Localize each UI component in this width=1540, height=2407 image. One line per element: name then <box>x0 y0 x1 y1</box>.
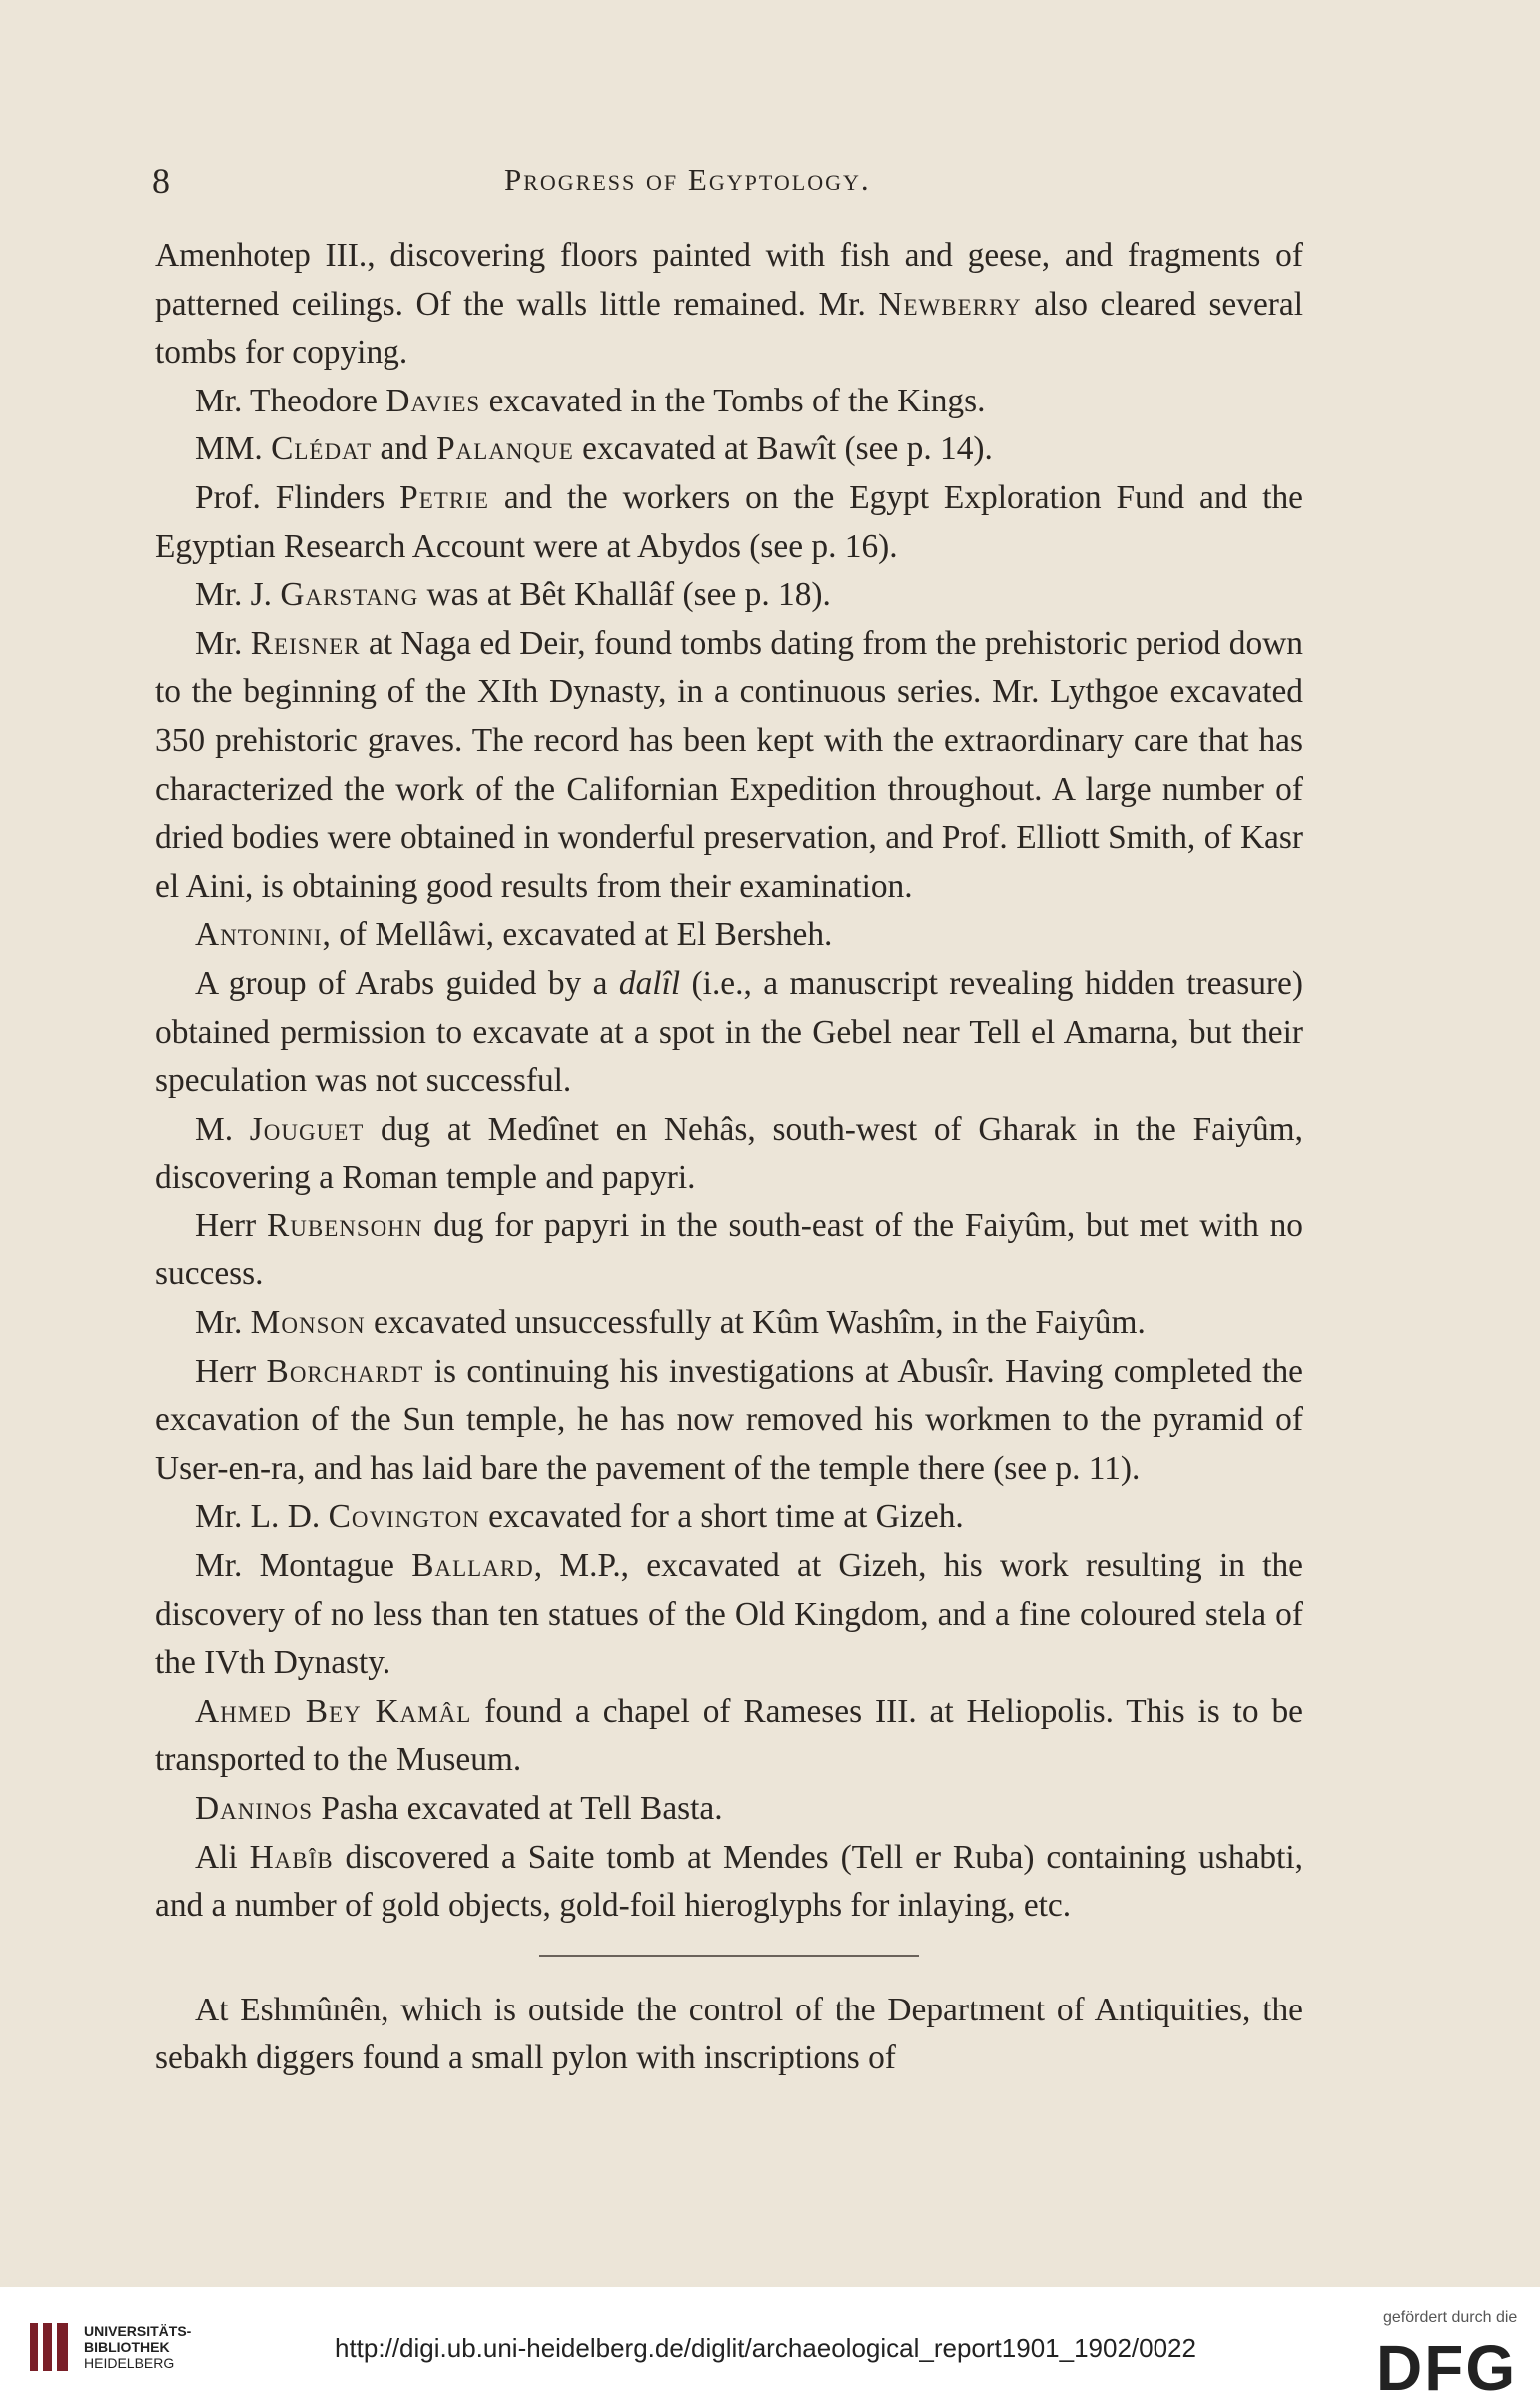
paragraph-text: discovered a Saite tomb at Mendes (Tell er Ruba) containing ushabti, and a number of gold objects, gold-foil hieroglyphs for inlaying, etc. <box>155 1838 1303 1925</box>
paragraph-15 <box>155 1688 1303 1785</box>
name-smallcaps: Palanque <box>436 430 574 468</box>
paragraph-4 <box>155 474 1303 571</box>
paragraph-text: and <box>372 430 437 468</box>
paragraph-text: Mr. L. D. <box>195 1498 329 1536</box>
name-smallcaps: Ahmed Bey Kamâl <box>195 1692 472 1730</box>
paragraph-text: M. <box>195 1110 250 1148</box>
name-smallcaps: Garstang <box>280 576 419 614</box>
paragraph-text: excavated unsuccessfully at Kûm Washîm, in the Faiyûm. <box>365 1304 1146 1342</box>
paragraph-text: at Naga ed Deir, found tombs dating from the prehistoric period down to the beginning of the XIth Dynasty, in a continuous series. Mr. Lythgoe excavated 350 prehistoric graves. The record has been kept with the extraordinary care that has characterized the work of the Californian Expedition throughout. A large number of dried bodies were obtained in wonderful preservation, and Prof. Elliott Smith, of Kasr el Aini, is obtaining good results from their examination. <box>155 624 1304 905</box>
paragraph-10 <box>155 1203 1303 1299</box>
paragraph-text: Mr. <box>195 1304 251 1342</box>
name-smallcaps: Reisner <box>250 624 361 662</box>
library-name-line-1: UNIVERSITÄTS- <box>84 2323 192 2339</box>
paragraph-6 <box>155 620 1303 912</box>
paragraph-text: Mr. <box>195 624 251 662</box>
name-smallcaps: Antonini <box>195 916 323 954</box>
paragraph-3 <box>155 425 1303 474</box>
paragraph-text: and the workers on the Egypt Exploration Fund and the Egyptian Research Account were at Abydos (see p. 16). <box>155 478 1303 565</box>
paragraph-text: At Eshmûnên, which is outside the control of the Department of Antiquities, the sebakh diggers found a small pylon with inscriptions of <box>155 1991 1303 2077</box>
name-smallcaps: Monson <box>250 1304 366 1342</box>
paragraph-text: excavated at Bawît (see p. 14). <box>573 430 993 468</box>
paragraph-text: also cleared several tombs for copying. <box>155 285 1303 372</box>
paragraph-11 <box>155 1299 1303 1348</box>
paragraph-text: A group of Arabs guided by a <box>195 964 619 1002</box>
paragraph-text: , M.P., excavated at Gizeh, his work resulting in the discovery of no less than ten statues of the Old Kingdom, and a fine coloured stela of the IVth Dynasty. <box>155 1547 1304 1682</box>
paragraph-17 <box>155 1834 1303 1931</box>
funding-caption: gefördert durch die <box>1383 2309 1518 2326</box>
library-name-line-3: HEIDELBERG <box>84 2355 175 2371</box>
name-smallcaps: Clédat <box>271 430 373 468</box>
paragraph-text: Mr. J. <box>195 576 281 614</box>
paragraph-text: was at Bêt Khallâf (see p. 18). <box>418 576 831 614</box>
paragraph-text: Herr <box>195 1206 267 1244</box>
name-smallcaps: Covington <box>328 1498 480 1536</box>
paragraph-text: Mr. Montague <box>195 1547 412 1585</box>
university-library-logo-icon <box>30 2323 68 2371</box>
paragraph-5 <box>155 571 1303 620</box>
paragraph-14 <box>155 1542 1303 1688</box>
paragraph-text: Ali <box>195 1838 250 1876</box>
paragraph-16 <box>155 1785 1303 1834</box>
library-name <box>84 2323 191 2371</box>
paragraph-7 <box>155 911 1303 960</box>
dfg-logo: DFG <box>1376 2332 1518 2404</box>
running-title: Progress of Egyptology. <box>504 162 871 197</box>
source-url-link[interactable]: http://digi.ub.uni-heidelberg.de/diglit/archaeological_report1901_1902/0022 <box>335 2333 1196 2363</box>
paragraph-8 <box>155 960 1303 1106</box>
name-smallcaps: Petrie <box>399 478 489 516</box>
name-smallcaps: Davies <box>385 382 481 419</box>
paragraph-text: dug at Medînet en Nehâs, south-west of Gharak in the Faiyûm, discovering a Roman temple and papyri. <box>155 1110 1303 1197</box>
paragraph-18 <box>155 1987 1303 2083</box>
page-body <box>155 232 1303 2083</box>
paragraph-text: dug for papyri in the south-east of the Faiyûm, but met with no success. <box>155 1206 1303 1293</box>
name-smallcaps: Ballard <box>411 1547 534 1585</box>
library-name-line-2: BIBLIOTHEK <box>84 2339 170 2355</box>
name-smallcaps: Rubensohn <box>266 1206 423 1244</box>
paragraph-1 <box>155 232 1303 378</box>
paragraph-text: Herr <box>195 1352 267 1390</box>
name-smallcaps: Jouguet <box>249 1110 365 1148</box>
italic-term: dalîl <box>618 964 681 1002</box>
paragraph-text: excavated in the Tombs of the Kings. <box>480 382 986 419</box>
paragraph-text: (i.e., a manuscript revealing hidden treasure) obtained permission to excavate at a spot in the Gebel near Tell el Amarna, but their speculation was not successful. <box>155 964 1303 1100</box>
paragraph-text: , of Mellâwi, excavated at El Bersheh. <box>322 916 833 954</box>
paragraph-text: is continuing his investigations at Abusîr. Having completed the excavation of the Sun temple, he has now removed his workmen to the pyramid of User-en-ra, and has laid bare the pavement of the temple there (see p. 11). <box>155 1352 1303 1487</box>
page-number: 8 <box>152 161 170 201</box>
name-smallcaps: Newberry <box>878 285 1022 323</box>
paragraph-text: MM. <box>195 430 272 468</box>
section-divider <box>539 1955 919 1957</box>
paragraph-2 <box>155 378 1303 426</box>
paragraph-text: found a chapel of Rameses III. at Heliopolis. This is to be transported to the Museum. <box>155 1692 1304 1779</box>
name-smallcaps: Borchardt <box>266 1352 424 1390</box>
paragraph-9 <box>155 1106 1303 1203</box>
digitization-footer <box>0 2287 1540 2407</box>
name-smallcaps: Daninos <box>195 1790 314 1827</box>
paragraph-text: excavated for a short time at Gizeh. <box>479 1498 964 1536</box>
name-smallcaps: Habîb <box>249 1838 334 1876</box>
paragraph-text: Amenhotep III., discovering floors painted with fish and geese, and fragments of patterned ceilings. Of the walls little remained. Mr. <box>155 237 1303 323</box>
paragraph-text: Mr. Theodore <box>195 382 386 419</box>
paragraph-13 <box>155 1493 1303 1542</box>
paragraph-text: Prof. Flinders <box>195 478 400 516</box>
paragraph-text: Pasha excavated at Tell Basta. <box>313 1790 723 1827</box>
paragraph-12 <box>155 1348 1303 1494</box>
page-header <box>0 160 1540 210</box>
